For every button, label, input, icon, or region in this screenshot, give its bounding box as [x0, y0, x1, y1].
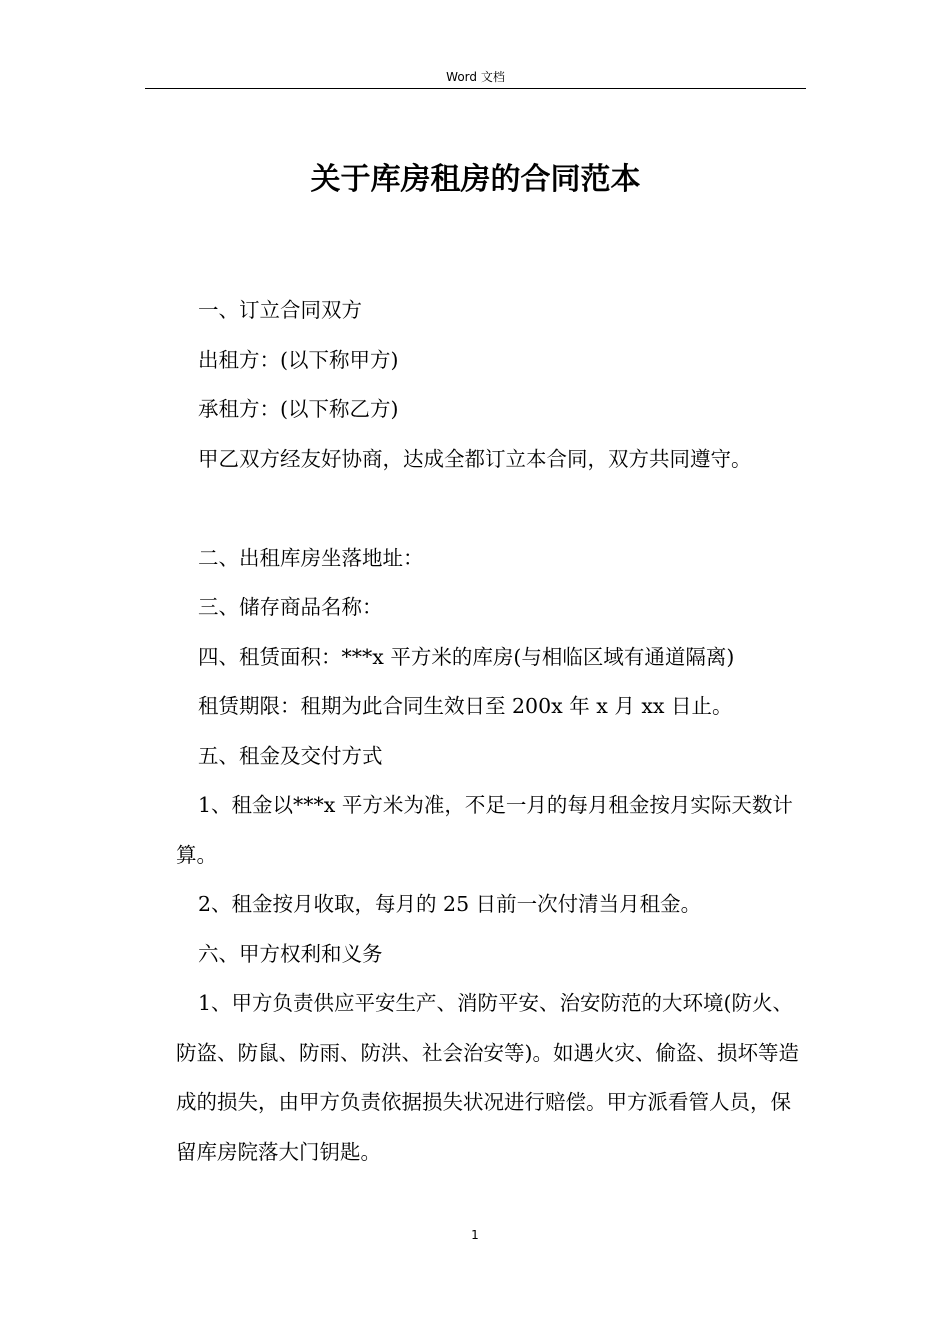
paragraph-rent-payment: 2、租金按月收取，每月的 25 日前一次付清当月租金。: [198, 892, 702, 916]
paragraph-section-4: 四、租赁面积：***x 平方米的库房(与相临区域有通道隔离): [198, 644, 735, 669]
paragraph-section-3: 三、储存商品名称：: [198, 595, 383, 619]
paragraph-section-2: 二、出租库房坐落地址：: [198, 545, 424, 570]
page-header: [145, 66, 806, 89]
paragraph-section-6-heading: 六、甲方权利和义务: [198, 941, 383, 966]
page-number: 1: [471, 1228, 479, 1242]
paragraph-agreement: 甲乙双方经友好协商，达成全都订立本合同，双方共同遵守。: [198, 446, 752, 471]
paragraph-section-5-heading: 五、租金及交付方式: [198, 743, 383, 768]
paragraph-rent-basis: 1、租金以***x 平方米为准，不足一月的每月租金按月实际天数计算。: [176, 793, 793, 867]
paragraph-lessor-duties: 1、甲方负责供应平安生产、消防平安、治安防范的大环境(防火、防盗、防鼠、防雨、防洪、社会治安等)。如遇火灾、偷盗、损坏等造成的损失，由甲方负责依据损失状况进行赔偿。甲方派看管人员，保留库房院落大门钥匙。: [176, 991, 799, 1164]
paragraph-lease-term: 租赁期限：租期为此合同生效日至 200x 年 x 月 xx 日止。: [198, 694, 733, 718]
document-title: 关于库房租房的合同范本: [310, 162, 641, 197]
paragraph-section-1-heading: 一、订立合同双方: [198, 298, 362, 322]
paragraph-lessee: 承租方：(以下称乙方): [198, 397, 399, 421]
paragraph-lessor: 出租方：(以下称甲方): [198, 347, 399, 372]
header-label: Word 文档: [446, 70, 505, 84]
document-body: [176, 286, 806, 1177]
paragraph-blank: [176, 484, 806, 534]
